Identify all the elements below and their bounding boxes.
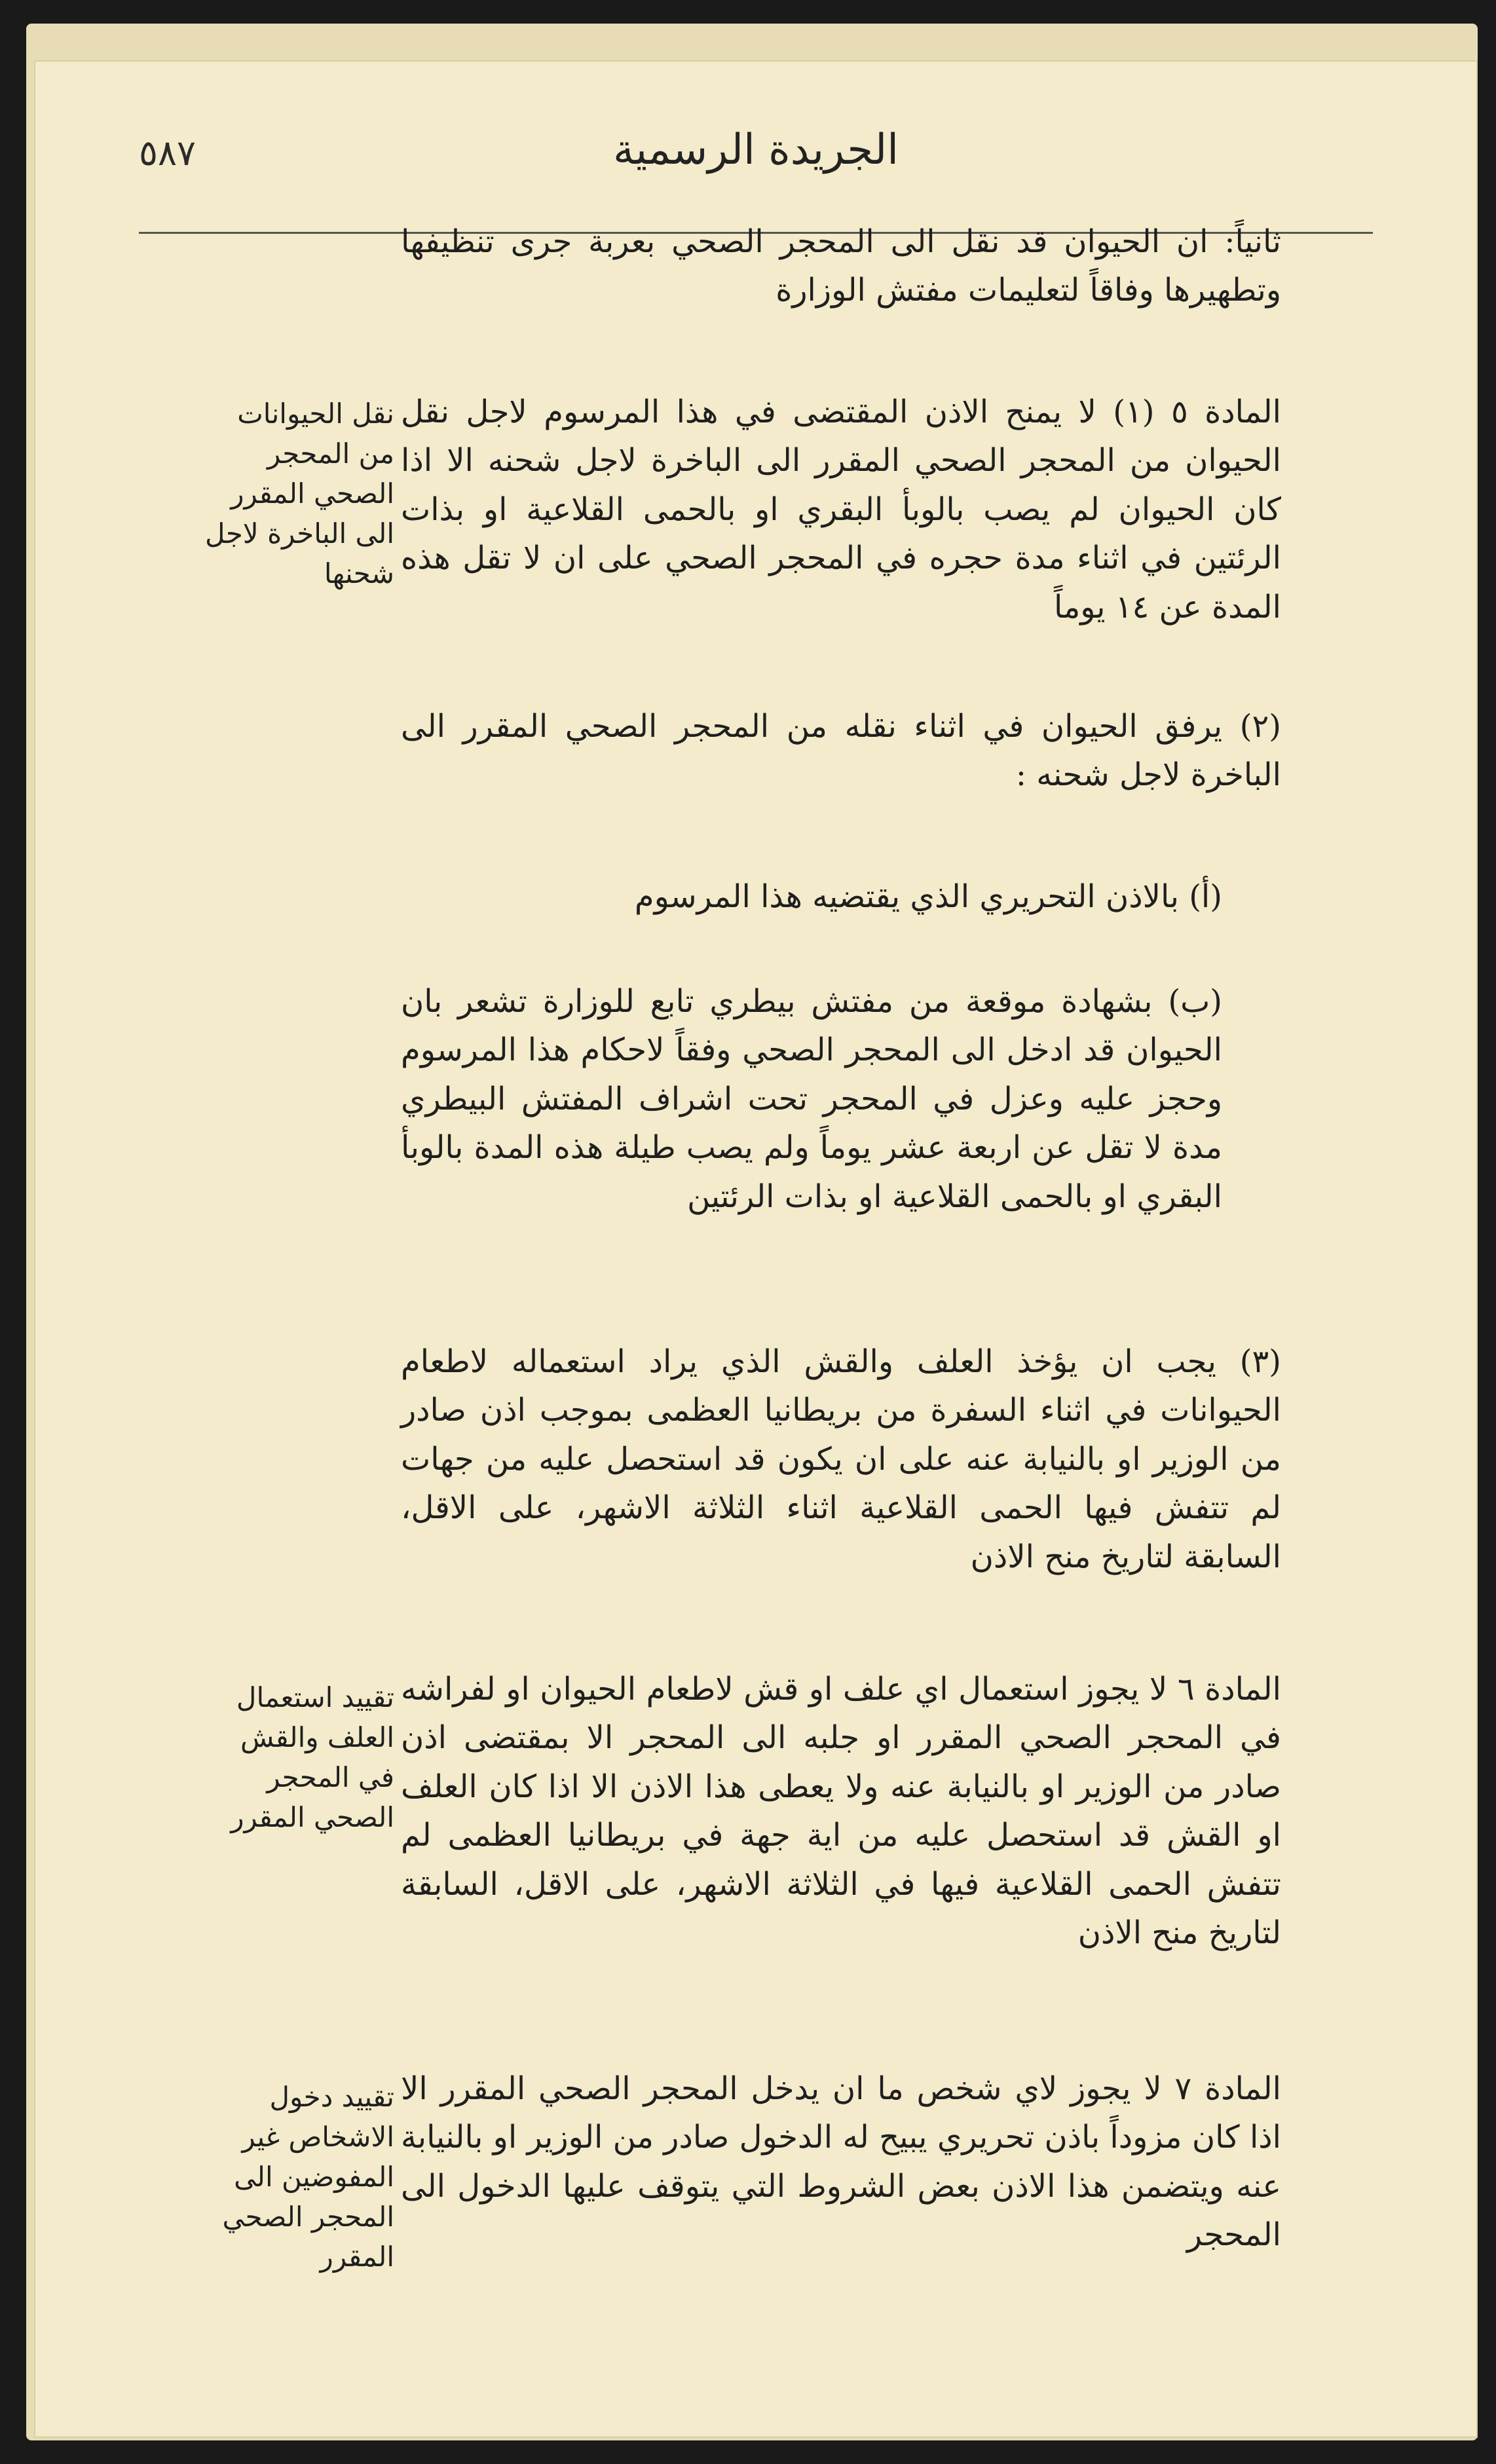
paragraph-second-condition [401,217,1281,315]
paragraph-text: ثانياً: ان الحيوان قد نقل الى المحجر الصحي بعربة جرى تنظيفها وتطهيرها وفاقاً لتعليمات مفتش الوزارة [401,223,1281,309]
article-5-clause-2a [401,872,1281,921]
margin-note-animal-transport: نقل الحيوانات من المحجر الصحي المقرر الى الباخرة لاجل شحنها [205,398,394,589]
article-6 [401,1665,1281,1957]
article-5-clause-1 [401,388,1281,631]
margin-note-fodder-restriction: تقييد استعمال العلف والقش في المحجر الصحي المقرر [231,1681,394,1833]
article-7 [401,2064,1281,2260]
page-header [34,106,1478,191]
paragraph-text: المادة ٥ (١) لا يمنح الاذن المقتضى في هذا المرسوم لاجل نقل الحيوان من المحجر الصحي المقرر الى الباخرة لاجل شحنه الا اذا كان الحيوان لم يصب بالوبأ البقري او بالحمى القلاعية او بذات الرئتين في اثناء مدة حجره في المحجر الصحي على ان لا تقل هذه المدة عن ١٤ يوماً [401,394,1282,625]
article-5-clause-2b [401,977,1281,1221]
journal-title: الجريدة الرسمية [612,126,899,174]
article-5-clause-3 [401,1337,1281,1581]
gazette-page [34,60,1478,2438]
paragraph-text: (٢) يرفق الحيوان في اثناء نقله من المحجر الصحي المقرر الى الباخرة لاجل شحنه : [401,708,1281,794]
margin-note-entry-restriction: تقييد دخول الاشخاص غير المفوضين الى المحجر الصحي المقرر [222,2081,394,2273]
paragraph-text: (٣) يجب ان يؤخذ العلف والقش الذي يراد استعماله لاطعام الحيوانات في اثناء السفرة من بريطانيا العظمى بموجب اذن صادر من الوزير او بالنيابة عنه على ان يكون قد استحصل عليه من جهات لم تتفش فيها الحمى القلاعية اثناء الثلاثة الاشهر، على الاقل، السابقة لتاريخ منح الاذن [401,1343,1281,1575]
paragraph-text: المادة ٧ لا يجوز لاي شخص ما ان يدخل المحجر الصحي المقرر الا اذا كان مزوداً باذن تحريري يبيح له الدخول صادر من الوزير او بالنيابة عنه ويتضمن هذا الاذن بعض الشروط التي يتوقف عليها الدخول الى المحجر [401,2070,1282,2254]
paragraph-text: (ب) بشهادة موقعة من مفتش بيطري تابع للوزارة تشعر بان الحيوان قد ادخل الى المحجر الصحي وفقاً لاحكام هذا المرسوم وحجز عليه وعزل في المحجر تحت اشراف المفتش البيطري مدة لا تقل عن اربعة عشر يوماً ولم يصب طيلة هذه المدة بالوبأ البقري او بالحمى القلاعية او بذات الرئتين [401,983,1222,1215]
page-number: ٥٨٧ [139,132,196,174]
paragraph-text: المادة ٦ لا يجوز استعمال اي علف او قش لاطعام الحيوان او لفراشه في المحجر الصحي المقرر او جلبه الى المحجر الا بمقتضى اذن صادر من الوزير او بالنيابة عنه ولا يعطى هذا الاذن الا اذا كان العلف او القش قد استحصل عليه من اية جهة في بريطانيا العظمى لم تتفش الحمى القلاعية فيها في الثلاثة الاشهر، على الاقل، السابقة لتاريخ منح الاذن [401,1671,1281,1951]
article-5-clause-2 [401,702,1281,800]
paragraph-text: (أ) بالاذن التحريري الذي يقتضيه هذا المرسوم [634,878,1222,915]
